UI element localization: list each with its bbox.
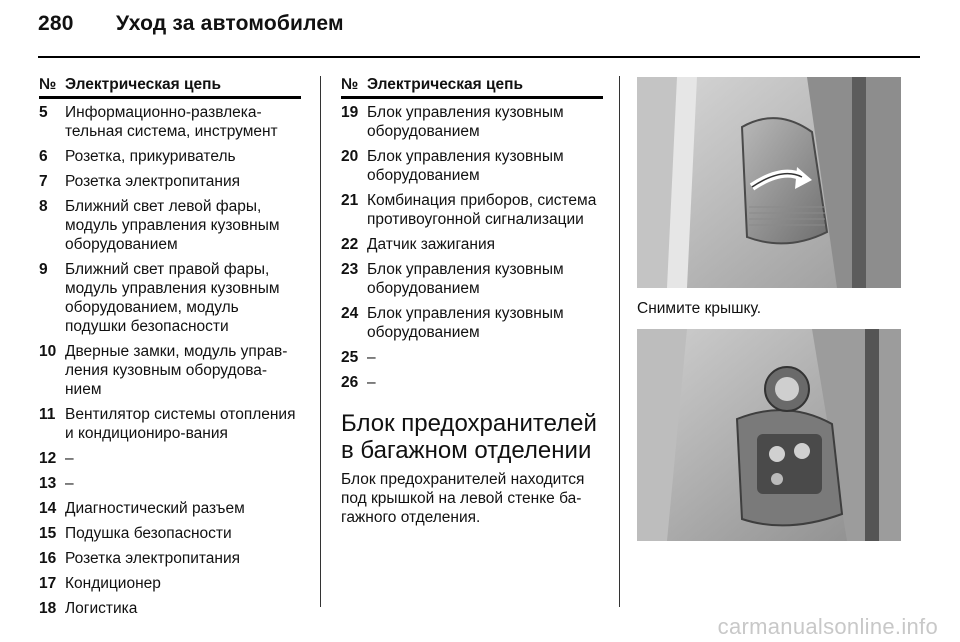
column-divider	[619, 76, 620, 607]
table-row	[39, 524, 301, 543]
fuse-number: 25	[341, 349, 359, 366]
circuit-name: Диагностический разъем	[65, 500, 245, 517]
header-rule	[38, 56, 920, 58]
fuse-number: 21	[341, 192, 359, 209]
section-title: Блок предохранителей в багажном отделении	[341, 410, 597, 464]
fuse-number: 20	[341, 148, 359, 165]
table-row	[341, 103, 603, 141]
section-body: Блок предохранителей находится под крышкой на левой стенке ба-гажного отделения.	[341, 471, 585, 526]
table-row	[341, 235, 603, 254]
circuit-name: Блок управления кузовным оборудованием	[367, 261, 564, 297]
circuit-name: Розетка, прикуриватель	[65, 148, 236, 165]
table-row	[39, 549, 301, 568]
circuit-name: Розетка электропитания	[65, 173, 241, 190]
fuse-number: 14	[39, 500, 57, 517]
fuse-box-illustration	[637, 329, 901, 541]
table-body	[341, 103, 603, 392]
table-row	[39, 103, 301, 141]
circuit-name: Розетка электропитания	[65, 550, 241, 567]
watermark: carmanualsonline.info	[717, 614, 938, 639]
photo-caption: Снимите крышку.	[637, 300, 762, 317]
fuse-number: 12	[39, 450, 57, 467]
fuse-number: 23	[341, 261, 359, 278]
circuit-name: Блок управления кузовным оборудованием	[367, 148, 564, 184]
circuit-name: –	[367, 349, 376, 366]
table-row	[39, 405, 301, 443]
fuse-number: 10	[39, 343, 57, 360]
col-circuit-header: Электрическая цепь	[65, 76, 222, 93]
table-header	[341, 76, 603, 99]
table-body	[39, 103, 301, 618]
col-number-header: №	[39, 76, 57, 93]
circuit-name: Логистика	[65, 600, 138, 617]
table-header	[39, 76, 301, 99]
fuse-number: 26	[341, 374, 359, 391]
circuit-name: Ближний свет левой фары, модуль управления кузовным оборудованием	[65, 198, 280, 253]
circuit-name: Датчик зажигания	[367, 236, 495, 253]
table-row	[341, 304, 603, 342]
fuse-number: 5	[39, 104, 48, 121]
column-divider	[320, 76, 321, 607]
circuit-name: Блок управления кузовным оборудованием	[367, 305, 564, 341]
table-row	[39, 574, 301, 593]
fuse-number: 8	[39, 198, 48, 215]
table-row	[39, 449, 301, 468]
fuse-number: 18	[39, 600, 57, 617]
table-row	[39, 147, 301, 166]
table-row	[341, 147, 603, 185]
table-row	[39, 197, 301, 254]
circuit-name: Дверные замки, модуль управ-ления кузовным оборудова-нием	[65, 343, 288, 398]
table-row	[39, 172, 301, 191]
circuit-name: –	[65, 475, 74, 492]
fuse-number: 9	[39, 261, 48, 278]
circuit-name: –	[65, 450, 74, 467]
fuse-table-1	[39, 76, 301, 624]
circuit-name: Подушка безопасности	[65, 525, 232, 542]
table-row	[39, 599, 301, 618]
fuse-number: 7	[39, 173, 48, 190]
circuit-name: Вентилятор системы отопления и кондициониро-вания	[65, 406, 296, 442]
circuit-name: Блок управления кузовным оборудованием	[367, 104, 564, 140]
circuit-name: Ближний свет правой фары, модуль управления кузовным оборудованием, модуль подушки безопасности	[65, 261, 280, 335]
photo-trunk-cover	[637, 77, 901, 288]
photo-fuse-box-open	[637, 329, 901, 541]
fuse-number: 17	[39, 575, 57, 592]
page-title: Уход за автомобилем	[116, 12, 344, 35]
circuit-name: Комбинация приборов, система противоугонной сигнализации	[367, 192, 597, 228]
fuse-number: 13	[39, 475, 57, 492]
circuit-name: –	[367, 374, 376, 391]
table-row	[39, 342, 301, 399]
fuse-number: 16	[39, 550, 57, 567]
page-number: 280	[38, 12, 74, 35]
col-number-header: №	[341, 76, 359, 93]
table-row	[341, 260, 603, 298]
fuse-number: 6	[39, 148, 48, 165]
fuse-number: 19	[341, 104, 359, 121]
col-circuit-header: Электрическая цепь	[367, 76, 524, 93]
circuit-name: Кондиционер	[65, 575, 161, 592]
table-row	[341, 373, 603, 392]
circuit-name: Информационно-развлека-тельная система, инструмент	[65, 104, 278, 140]
fuse-number: 22	[341, 236, 359, 253]
fuse-number: 24	[341, 305, 359, 322]
fuse-number: 15	[39, 525, 57, 542]
trunk-cover-illustration	[637, 77, 901, 288]
table-row	[341, 348, 603, 367]
page-header	[38, 12, 344, 36]
table-row	[39, 260, 301, 336]
table-row	[39, 474, 301, 493]
fuse-table-2	[341, 76, 603, 527]
fuse-number: 11	[39, 406, 56, 423]
table-row	[39, 499, 301, 518]
table-row	[341, 191, 603, 229]
